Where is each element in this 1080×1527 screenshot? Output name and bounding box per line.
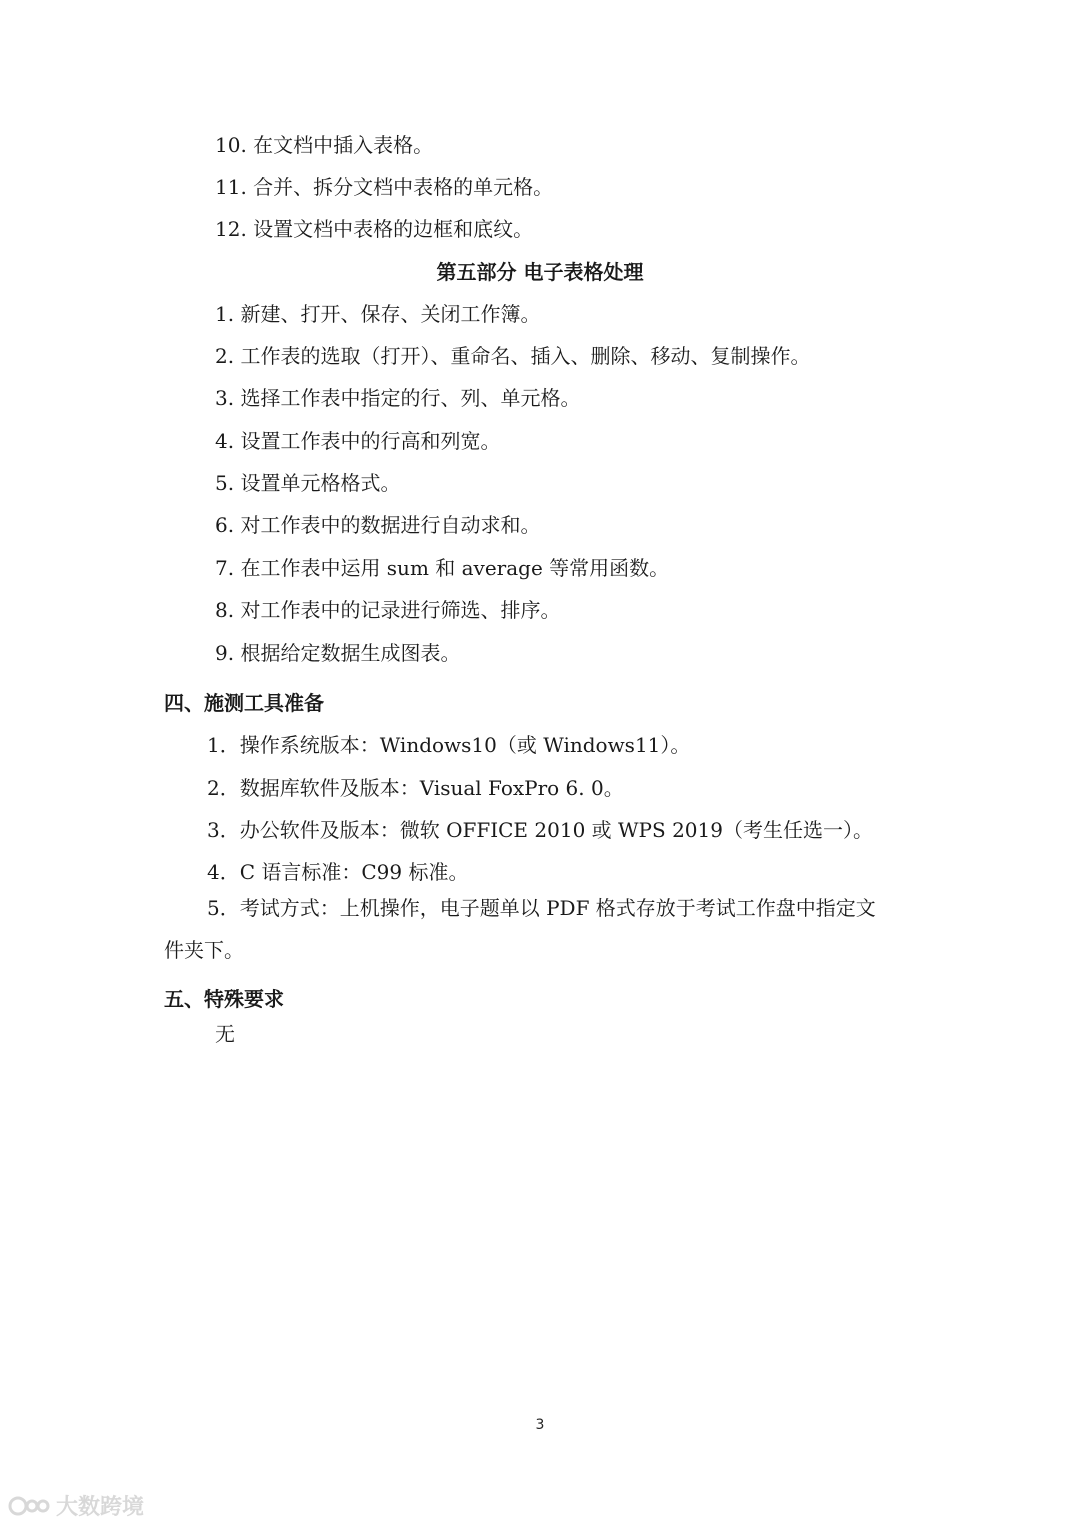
section-heading: 五、特殊要求 [164,987,284,1011]
list-item: 3．办公软件及版本：微软 OFFICE 2010 或 WPS 2019（考生任选一）。 [207,818,873,842]
list-item: 3. 选择工作表中指定的行、列、单元格。 [215,386,581,410]
watermark-logo-icon [8,1494,52,1518]
list-item: 4. 设置工作表中的行高和列宽。 [215,429,501,453]
list-item: 10. 在文档中插入表格。 [215,133,434,157]
list-item: 12. 设置文档中表格的边框和底纹。 [215,217,534,241]
list-item: 4．C 语言标准：C99 标准。 [207,860,469,884]
list-item: 11. 合并、拆分文档中表格的单元格。 [215,175,554,199]
page-number: 3 [535,1417,545,1433]
list-item: 7. 在工作表中运用 sum 和 average 等常用函数。 [215,556,670,580]
list-item: 2. 工作表的选取（打开）、重命名、插入、删除、移动、复制操作。 [215,344,811,368]
list-item: 2．数据库软件及版本：Visual FoxPro 6. 0。 [207,776,624,800]
body-text: 无 [215,1022,235,1046]
section-title: 第五部分 电子表格处理 [436,260,644,284]
list-item: 8. 对工作表中的记录进行筛选、排序。 [215,598,561,622]
list-item: 1. 新建、打开、保存、关闭工作簿。 [215,302,541,326]
list-item: 9. 根据给定数据生成图表。 [215,641,461,665]
list-item-continuation: 件夹下。 [164,938,244,962]
list-item: 5．考试方式：上机操作，电子题单以 PDF 格式存放于考试工作盘中指定文 [207,896,876,920]
watermark-text: 大数跨境 [56,1495,145,1520]
list-item: 5. 设置单元格格式。 [215,471,401,495]
watermark [8,1490,144,1521]
list-item: 6. 对工作表中的数据进行自动求和。 [215,513,541,537]
section-heading: 四、施测工具准备 [164,691,324,715]
list-item: 1．操作系统版本：Windows10（或 Windows11）。 [207,733,691,757]
